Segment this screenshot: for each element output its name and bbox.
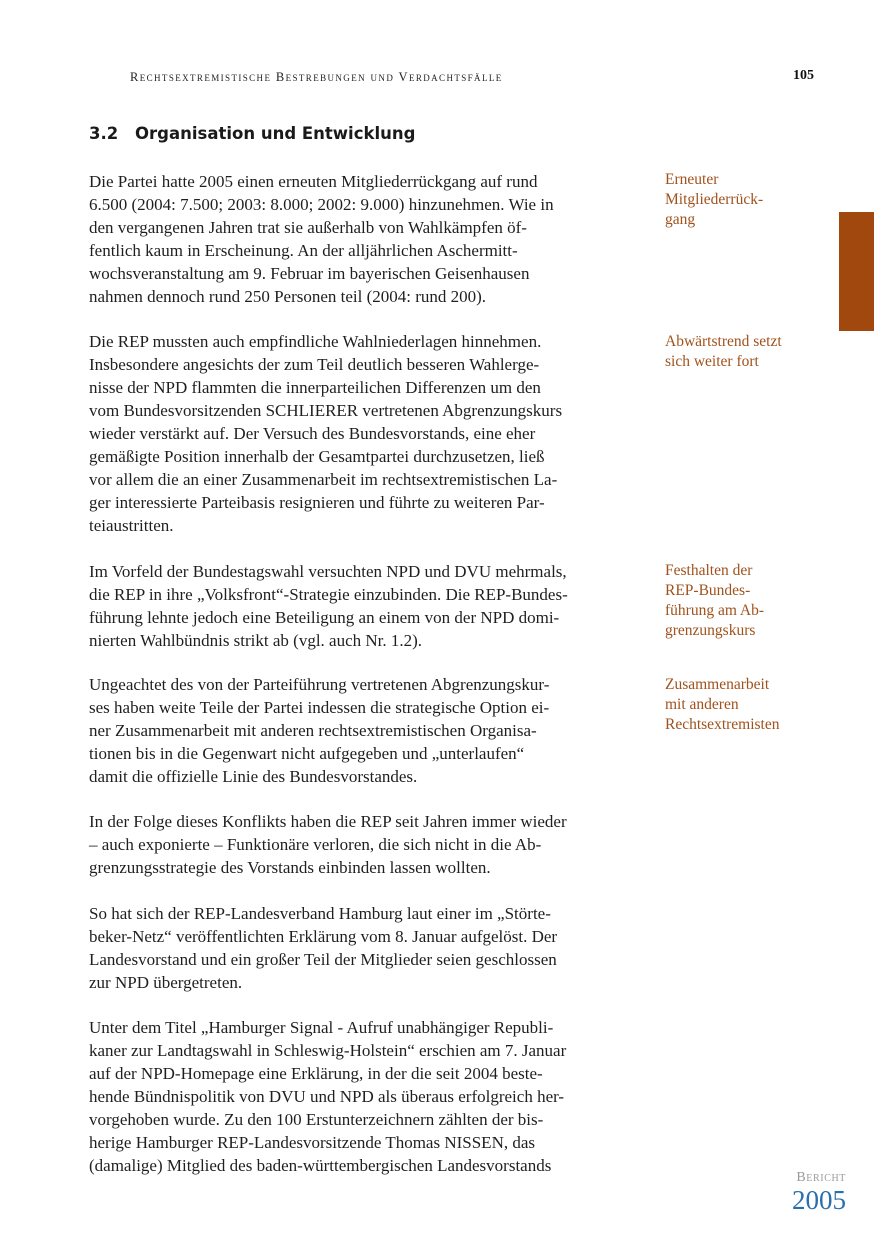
text-line: 6.500 (2004: 7.500; 2003: 8.000; 2002: 9.000) hinzunehmen. Wie in [89, 195, 554, 214]
body-paragraph [89, 902, 649, 994]
text-line: beker-Netz“ veröffentlichten Erklärung vom 8. Januar aufgelöst. Der [89, 927, 558, 946]
body-paragraph [89, 810, 649, 879]
margin-note-line: Erneuter [665, 171, 719, 188]
text-line: die REP in ihre „Volksfront“-Strategie einzubinden. Die REP-Bundes- [89, 585, 568, 604]
text-line: wochsveranstaltung am 9. Februar im bayerischen Geisenhausen [89, 264, 530, 283]
text-line: ses haben weite Teile der Partei indessen die strategische Option ei- [89, 698, 550, 717]
body-paragraph [89, 673, 649, 788]
text-line: grenzungsstrategie des Vorstands einbinden lassen wollten. [89, 858, 491, 877]
text-line: Insbesondere angesichts der zum Teil deutlich besseren Wahlerge- [89, 355, 540, 374]
text-line: ner Zusammenarbeit mit anderen rechtsextremistischen Organisa- [89, 721, 537, 740]
text-line: Die REP mussten auch empfindliche Wahlniederlagen hinnehmen. [89, 332, 542, 351]
text-line: zur NPD übergetreten. [89, 973, 243, 992]
text-line: vom Bundesvorsitzenden SCHLIERER vertretenen Abgrenzungskurs [89, 401, 563, 420]
text-line: ger interessierte Parteibasis resignieren und führte zu weiteren Par- [89, 493, 545, 512]
text-line: – auch exponierte – Funktionäre verloren, die sich nicht in die Ab- [89, 835, 542, 854]
text-line: Im Vorfeld der Bundestagswahl versuchten NPD und DVU mehrmals, [89, 562, 567, 581]
running-header: Rechtsextremistische Bestrebungen und Verdachtsfälle [130, 70, 503, 84]
body-paragraph [89, 330, 649, 537]
text-line: führung lehnte jedoch eine Beteiligung an einem von der NPD domi- [89, 608, 560, 627]
margin-note-line: REP-Bundes- [665, 582, 751, 599]
margin-note-line: Festhalten der [665, 562, 753, 579]
section-heading [89, 124, 415, 143]
report-logo [760, 1169, 846, 1214]
margin-note-line: gang [665, 211, 696, 228]
margin-note-line: führung am Ab- [665, 602, 765, 619]
margin-note-line: grenzungskurs [665, 622, 756, 639]
text-line: damit die offizielle Linie des Bundesvorstandes. [89, 767, 418, 786]
margin-note [665, 170, 835, 230]
margin-note [665, 561, 835, 641]
text-line: vor allem die an einer Zusammenarbeit im rechtsextremistischen La- [89, 470, 558, 489]
report-logo-year: 2005 [792, 1185, 846, 1215]
text-line: auf der NPD-Homepage eine Erklärung, in der die seit 2004 beste- [89, 1064, 543, 1083]
section-title: Organisation und Entwicklung [135, 124, 416, 143]
text-line: den vergangenen Jahren trat sie außerhalb von Wahlkämpfen öf- [89, 218, 527, 237]
margin-note-line: Rechtsextremisten [665, 716, 780, 733]
body-paragraph [89, 170, 649, 308]
text-line: So hat sich der REP-Landesverband Hamburg laut einer im „Störte- [89, 904, 551, 923]
text-line: teiaustritten. [89, 516, 174, 535]
text-line: nahmen dennoch rund 250 Personen teil (2004: rund 200). [89, 287, 487, 306]
text-line: Die Partei hatte 2005 einen erneuten Mitgliederrückgang auf rund [89, 172, 538, 191]
text-line: hende Bündnispolitik von DVU und NPD als überaus erfolgreich her- [89, 1087, 565, 1106]
text-line: fentlich kaum in Erscheinung. An der alljährlichen Aschermitt- [89, 241, 518, 260]
margin-note-line: Abwärtstrend setzt [665, 333, 782, 350]
text-line: nierten Wahlbündnis strikt ab (vgl. auch Nr. 1.2). [89, 631, 423, 650]
margin-note-line: mit anderen [665, 696, 739, 713]
body-paragraph [89, 1016, 649, 1177]
margin-note-line: Zusammenarbeit [665, 676, 770, 693]
text-line: gemäßigte Position innerhalb der Gesamtpartei durchzusetzen, ließ [89, 447, 545, 466]
report-logo-word: Bericht [796, 1170, 846, 1185]
body-paragraph [89, 560, 649, 652]
margin-note-line: Mitgliederrück- [665, 191, 764, 208]
section-number: 3.2 [89, 124, 119, 143]
margin-note [665, 332, 835, 372]
text-line: Unter dem Titel „Hamburger Signal - Aufruf unabhängiger Republi- [89, 1018, 554, 1037]
text-line: nisse der NPD flammten die innerparteilichen Differenzen um den [89, 378, 541, 397]
page-number: 105 [793, 68, 814, 83]
text-line: In der Folge dieses Konflikts haben die REP seit Jahren immer wieder [89, 812, 567, 831]
text-line: wieder verstärkt auf. Der Versuch des Bundesvorstands, eine eher [89, 424, 536, 443]
text-line: kaner zur Landtagswahl in Schleswig-Holstein“ erschien am 7. Januar [89, 1041, 567, 1060]
text-line: herige Hamburger REP-Landesvorsitzende Thomas NISSEN, das [89, 1133, 536, 1152]
text-line: tionen bis in die Gegenwart nicht aufgegeben und „unterlaufen“ [89, 744, 525, 763]
text-line: (damalige) Mitglied des baden-württembergischen Landesvorstands [89, 1156, 552, 1175]
text-line: vorgehoben wurde. Zu den 100 Erstunterzeichnern zählten der bis- [89, 1110, 544, 1129]
text-line: Ungeachtet des von der Parteiführung vertretenen Abgrenzungskur- [89, 675, 550, 694]
margin-note [665, 675, 835, 735]
text-line: Landesvorstand und ein großer Teil der Mitglieder seien geschlossen [89, 950, 557, 969]
chapter-thumb-tab [839, 212, 874, 331]
margin-note-line: sich weiter fort [665, 353, 759, 370]
